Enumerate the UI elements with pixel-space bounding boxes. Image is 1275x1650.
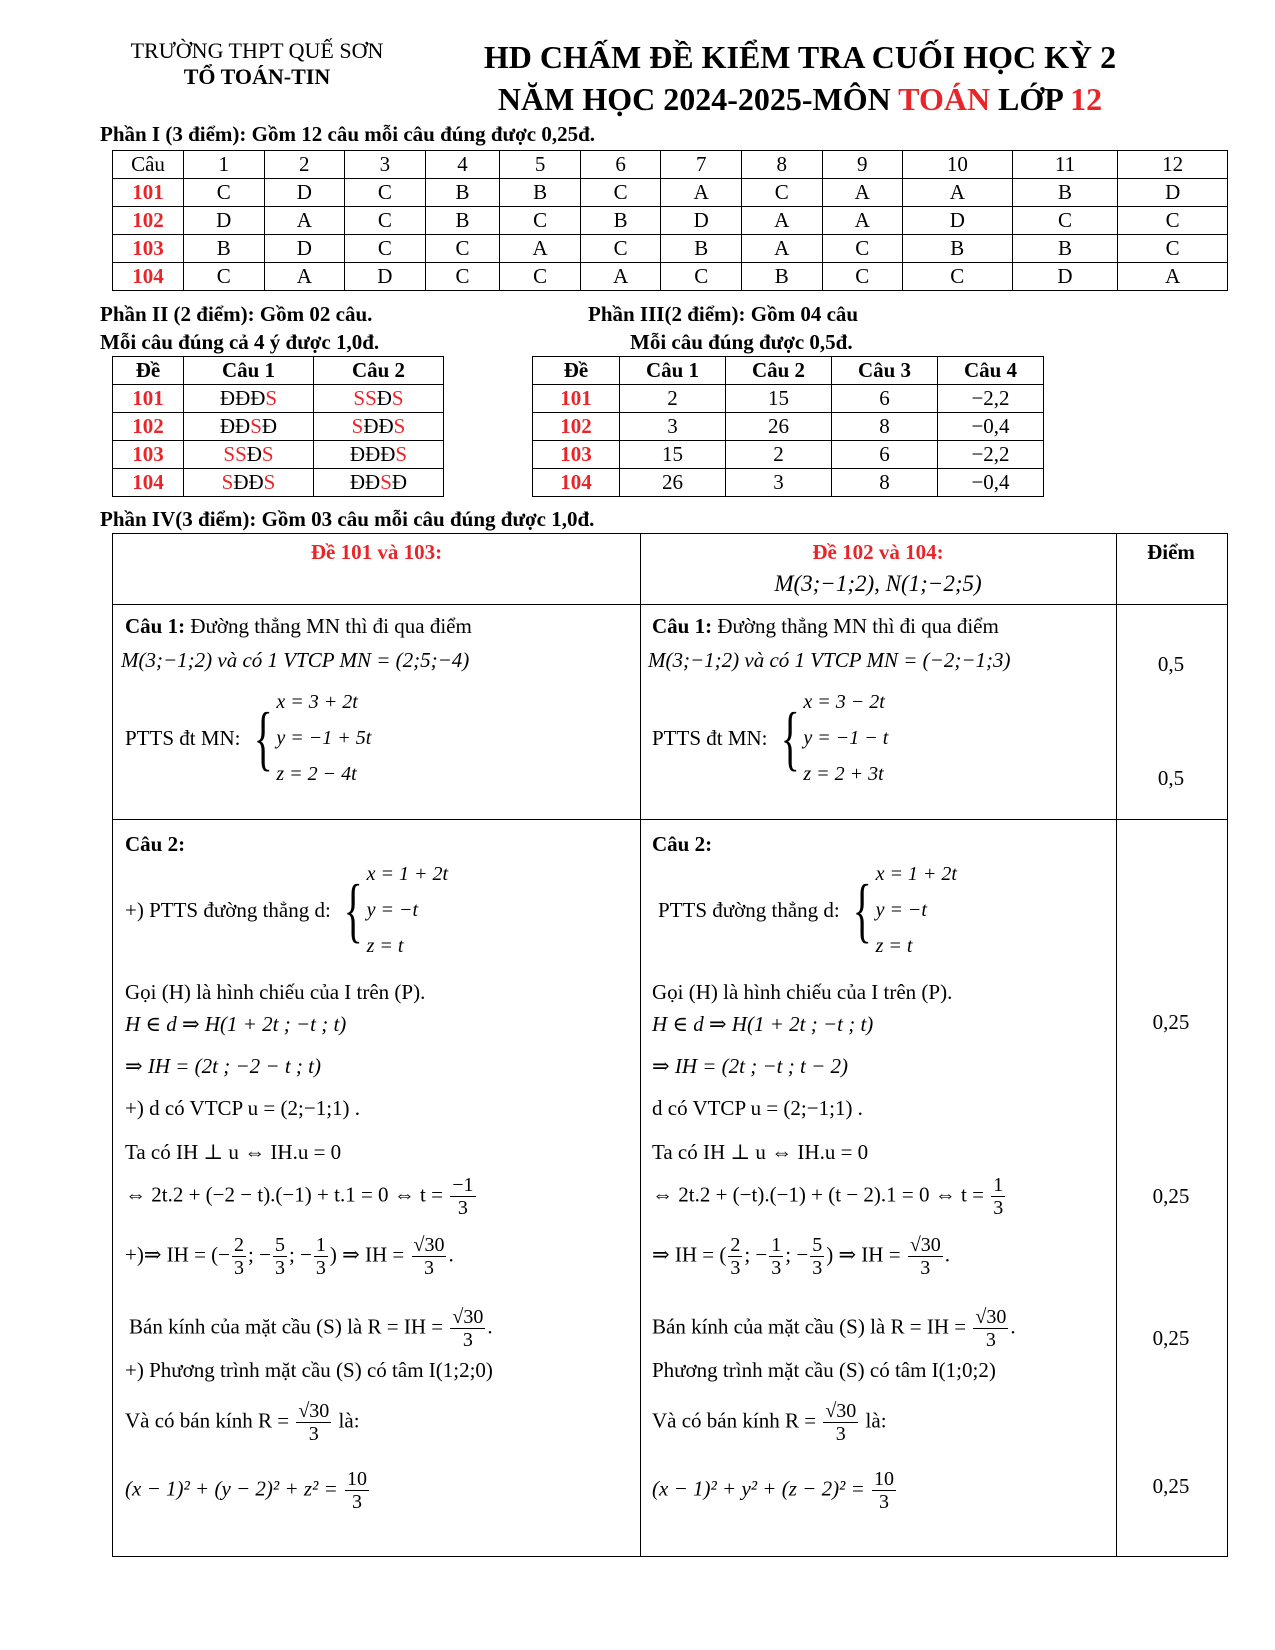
part2-heading: Phần II (2 điểm): Gồm 02 câu. <box>100 302 373 326</box>
right-q2-eq: ⇔ 2t.2 + (−t).(−1) + (t − 2).1 = 0 ⇔ t = $\frac{1}{3}$ <box>652 1174 1004 1219</box>
answer-cell: D <box>264 179 345 207</box>
part2-subheading: Mỗi câu đúng cả 4 ý được 1,0đ. <box>100 330 380 354</box>
answer-cell: A <box>264 263 345 291</box>
part3-value: −0,4 <box>938 413 1044 441</box>
title-subject: TOÁN <box>898 81 991 117</box>
right-q1-line2: M(3;−1;2) và có 1 VTCP MN = (−2;−1;3) <box>648 648 1011 672</box>
left-q2-h: H ∈ d ⇒ H(1 + 2t ; −t ; t) <box>125 1012 347 1036</box>
answer-cell: C <box>345 235 426 263</box>
left-q2-ihvec: +)⇒ IH = (− $\frac{2}{3}$ ; − $\frac{5}{3}$ ; − $\frac{1}{3}$ ) ⇒ IH = $\frac{√30}{3}$ . <box>125 1234 454 1279</box>
answer-cell: C <box>345 179 426 207</box>
left-q1-line2: M(3;−1;2) và có 1 VTCP MN = (2;5;−4) <box>121 648 470 672</box>
equation-line: z = t <box>366 935 404 957</box>
answer-cell: C <box>425 235 500 263</box>
right-q2-title: Câu 2: <box>652 832 713 856</box>
left-q2-eq: ⇔ 2t.2 + (−2 − t).(−1) + t.1 = 0 ⇔ t = $\frac{-1}{3}$ <box>125 1174 474 1219</box>
school-name: TRƯỜNG THPT QUẾ SƠN <box>130 38 384 63</box>
part3-header-cell: Đề <box>533 357 620 385</box>
part2-c1 <box>184 469 314 497</box>
tf-segment: ĐĐ <box>219 414 251 438</box>
exam-code: 101 <box>113 179 184 207</box>
part3-subheading: Mỗi câu đúng được 0,5đ. <box>630 330 853 354</box>
answer-cell: D <box>1118 179 1228 207</box>
score-q1-b: 0,5 <box>1157 766 1185 790</box>
answer-cell: D <box>661 207 742 235</box>
tf-segment: ĐĐ <box>363 414 394 438</box>
answer-cell: C <box>500 263 581 291</box>
part3-value: −2,2 <box>938 441 1044 469</box>
answer-cell: B <box>425 179 500 207</box>
equation-line: x = 1 + 2t <box>366 863 449 885</box>
tf-segment: ĐĐĐ <box>349 442 396 466</box>
title-line-2 <box>440 78 1160 120</box>
answer-cell: C <box>741 179 822 207</box>
score-q2-d: 0,25 <box>1152 1474 1190 1498</box>
part2-row <box>113 385 444 413</box>
part3-value: 6 <box>832 385 938 413</box>
part3-value: 2 <box>726 441 832 469</box>
part1-row <box>113 235 1228 263</box>
part3-row <box>533 385 1044 413</box>
part3-row <box>533 413 1044 441</box>
equation-line: z = 2 + 3t <box>803 763 884 785</box>
part3-value: −2,2 <box>938 385 1044 413</box>
part1-header-q: 8 <box>741 151 822 179</box>
right-q2-h: H ∈ d ⇒ H(1 + 2t ; −t ; t) <box>652 1012 874 1036</box>
part2-header-row <box>113 357 444 385</box>
part3-row <box>533 441 1044 469</box>
exam-code: 102 <box>113 207 184 235</box>
right-q2-ihvec: ⇒ IH = ( $\frac{2}{3}$ ; − $\frac{1}{3}$ ; − $\frac{5}{3}$ ) ⇒ IH = $\frac{√30}{3}$ . <box>652 1234 951 1279</box>
answer-cell: A <box>822 207 903 235</box>
right-column-points: M(3;−1;2), N(1;−2;5) <box>774 571 982 596</box>
left-column-header: Đề 101 và 103: <box>310 540 443 564</box>
score-q2-c: 0,25 <box>1152 1326 1190 1350</box>
part4-solution-table <box>112 533 1228 1557</box>
answer-cell: A <box>1118 263 1228 291</box>
right-q1-ptts: PTTS đt MN: { x = 3 − 2t y = −1 − t z = 2 + 3t <box>652 684 888 792</box>
part3-value: 8 <box>832 413 938 441</box>
answer-cell: D <box>345 263 426 291</box>
part1-row <box>113 207 1228 235</box>
title-grade-label: LỚP <box>998 81 1063 117</box>
exam-code: 102 <box>533 413 620 441</box>
answer-cell: D <box>1012 263 1118 291</box>
part1-answer-table <box>112 150 1228 291</box>
department-name: TỔ TOÁN-TIN <box>183 64 331 89</box>
tf-segment: S <box>351 414 364 438</box>
equation-line: z = 2 − 4t <box>276 763 357 785</box>
answer-cell: A <box>741 207 822 235</box>
title-line-1: HD CHẤM ĐỀ KIỂM TRA CUỐI HỌC KỲ 2 <box>483 39 1117 75</box>
part1-header-q: 10 <box>903 151 1013 179</box>
equation-line: z = t <box>875 935 913 957</box>
exam-code: 103 <box>113 441 184 469</box>
answer-cell: C <box>1118 207 1228 235</box>
answer-cell: B <box>1012 179 1118 207</box>
left-q2-proj: Gọi (H) là hình chiếu của I trên (P). <box>125 980 426 1004</box>
part2-c2 <box>314 469 444 497</box>
left-q2-radius: Bán kính của mặt cầu (S) là R = IH = $\frac{√30}{3}$ . <box>129 1306 493 1351</box>
right-q2-center: Phương trình mặt cầu (S) có tâm I(1;0;2) <box>652 1358 996 1382</box>
answer-cell: C <box>500 207 581 235</box>
right-q2-vtcp: d có VTCP u = (2;−1;1) . <box>652 1096 863 1120</box>
title-year: NĂM HỌC 2024-2025-MÔN <box>497 81 891 117</box>
part1-header-q: 5 <box>500 151 581 179</box>
score-q1-a: 0,5 <box>1157 652 1185 676</box>
part3-value: 2 <box>620 385 726 413</box>
part3-value: −0,4 <box>938 469 1044 497</box>
part1-header-row <box>113 151 1228 179</box>
part1-header-q: 7 <box>661 151 742 179</box>
tf-segment: SS <box>353 386 377 410</box>
tf-segment: Đ <box>391 470 408 494</box>
exam-code: 103 <box>533 441 620 469</box>
part1-header-q: 4 <box>425 151 500 179</box>
left-q1-ptts: PTTS đt MN: { x = 3 + 2t y = −1 + 5t z = 2 − 4t <box>125 684 371 792</box>
left-q2-ih: ⇒ IH = (2t ; −2 − t ; t) <box>125 1054 321 1078</box>
tf-segment: S <box>261 442 274 466</box>
part2-header-cell: Câu 1 <box>184 357 314 385</box>
part3-value: 15 <box>620 441 726 469</box>
answer-cell: A <box>741 235 822 263</box>
part3-value: 3 <box>620 413 726 441</box>
tf-segment: S <box>263 470 276 494</box>
exam-code: 101 <box>533 385 620 413</box>
answer-cell: A <box>580 263 661 291</box>
answer-cell: D <box>264 235 345 263</box>
part3-value: 3 <box>726 469 832 497</box>
left-q2-line-d: +) PTTS đường thẳng d: { x = 1 + 2t y = −t z = t <box>125 856 448 964</box>
exam-code: 103 <box>113 235 184 263</box>
answer-cell: C <box>1118 235 1228 263</box>
answer-cell: C <box>1012 207 1118 235</box>
exam-code: 101 <box>113 385 184 413</box>
right-q2-final: (x − 1)² + y² + (z − 2)² = $\frac{10}{3}$ <box>652 1468 895 1513</box>
left-q2-vtcp: +) d có VTCP u = (2;−1;1) . <box>125 1096 361 1120</box>
part4-heading: Phần IV(3 điểm): Gồm 03 câu mỗi câu đúng được 1,0đ. <box>100 507 595 531</box>
part3-header-cell: Câu 4 <box>938 357 1044 385</box>
right-column-header: Đề 102 và 104: <box>812 540 944 564</box>
tf-segment: S <box>395 442 408 466</box>
part1-heading: Phần I (3 điểm): Gồm 12 câu mỗi câu đúng được 0,25đ. <box>100 122 596 146</box>
answer-cell: A <box>264 207 345 235</box>
answer-cell: B <box>425 207 500 235</box>
part2-c1 <box>184 413 314 441</box>
part3-row <box>533 469 1044 497</box>
part3-value: 26 <box>726 413 832 441</box>
tf-segment: ĐĐ <box>233 470 264 494</box>
answer-cell: A <box>822 179 903 207</box>
part2-c2 <box>314 385 444 413</box>
answer-cell: C <box>345 207 426 235</box>
right-q2-ih: ⇒ IH = (2t ; −t ; t − 2) <box>652 1054 848 1078</box>
part2-c1 <box>184 385 314 413</box>
part3-value: 6 <box>832 441 938 469</box>
part2-row <box>113 469 444 497</box>
exam-code: 102 <box>113 413 184 441</box>
tf-segment: ĐĐ <box>349 470 381 494</box>
equation-line: y = −1 + 5t <box>276 727 372 749</box>
answer-cell: B <box>661 235 742 263</box>
answer-cell: B <box>741 263 822 291</box>
answer-cell: A <box>903 179 1013 207</box>
score-column-header: Điểm <box>1147 540 1195 564</box>
answer-cell: B <box>184 235 265 263</box>
answer-cell: C <box>425 263 500 291</box>
part3-header-cell: Câu 1 <box>620 357 726 385</box>
part1-row <box>113 179 1228 207</box>
tf-segment: S <box>393 414 406 438</box>
answer-cell: D <box>903 207 1013 235</box>
part1-header-cau: Câu <box>113 151 184 179</box>
school-header <box>112 38 402 90</box>
left-q2-perp: Ta có IH ⊥ u ⇔ IH.u = 0 <box>125 1140 342 1164</box>
part2-c1 <box>184 441 314 469</box>
part3-header-row <box>533 357 1044 385</box>
score-q2-b: 0,25 <box>1152 1184 1190 1208</box>
equation-line: y = −1 − t <box>803 727 889 749</box>
part1-header-q: 9 <box>822 151 903 179</box>
part2-answer-table <box>112 356 444 497</box>
answer-cell: D <box>184 207 265 235</box>
answer-cell: A <box>500 235 581 263</box>
part2-header-cell: Câu 2 <box>314 357 444 385</box>
answer-cell: C <box>184 263 265 291</box>
part1-header-q: 3 <box>345 151 426 179</box>
answer-cell: B <box>500 179 581 207</box>
part3-header-cell: Câu 2 <box>726 357 832 385</box>
part2-row <box>113 413 444 441</box>
answer-cell: B <box>1012 235 1118 263</box>
part3-answer-table <box>532 356 1044 497</box>
left-q2-radius2: Và có bán kính R = $\frac{√30}{3}$ là: <box>125 1400 360 1445</box>
answer-cell: C <box>184 179 265 207</box>
right-q2-proj: Gọi (H) là hình chiếu của I trên (P). <box>652 980 953 1004</box>
part1-header-q: 11 <box>1012 151 1118 179</box>
left-q2-final: (x − 1)² + (y − 2)² + z² = $\frac{10}{3}$ <box>125 1468 368 1513</box>
tf-segment: ĐĐĐ <box>219 386 266 410</box>
answer-cell: C <box>903 263 1013 291</box>
score-q2-a: 0,25 <box>1152 1010 1190 1034</box>
part1-header-q: 12 <box>1118 151 1228 179</box>
tf-segment: S <box>221 470 234 494</box>
answer-cell: C <box>580 235 661 263</box>
exam-code: 104 <box>533 469 620 497</box>
tf-segment: Đ <box>376 386 392 410</box>
part2-c2 <box>314 441 444 469</box>
answer-cell: B <box>580 207 661 235</box>
part3-value: 15 <box>726 385 832 413</box>
part2-c2 <box>314 413 444 441</box>
tf-segment: S <box>265 386 278 410</box>
part3-value: 8 <box>832 469 938 497</box>
part1-header-q: 1 <box>184 151 265 179</box>
part3-heading: Phần III(2 điểm): Gồm 04 câu <box>588 302 859 326</box>
title-grade: 12 <box>1070 81 1103 117</box>
answer-cell: C <box>580 179 661 207</box>
equation-line: y = −t <box>875 899 927 921</box>
part2-row <box>113 441 444 469</box>
equation-line: x = 3 + 2t <box>276 691 358 713</box>
tf-segment: S <box>391 386 404 410</box>
part1-header-q: 6 <box>580 151 661 179</box>
part3-value: 26 <box>620 469 726 497</box>
right-q2-radius2: Và có bán kính R = $\frac{√30}{3}$ là: <box>652 1400 887 1445</box>
left-q2-title: Câu 2: <box>125 832 186 856</box>
answer-cell: A <box>661 179 742 207</box>
tf-segment: Đ <box>246 442 262 466</box>
document-title <box>440 36 1160 120</box>
tf-segment: Đ <box>261 414 278 438</box>
equation-line: y = −t <box>366 899 419 921</box>
answer-cell: B <box>903 235 1013 263</box>
right-q2-radius: Bán kính của mặt cầu (S) là R = IH = $\frac{√30}{3}$ . <box>652 1306 1016 1351</box>
equation-line: x = 1 + 2t <box>875 863 957 885</box>
equation-line: x = 3 − 2t <box>803 691 885 713</box>
tf-segment: S <box>250 414 262 438</box>
tf-segment: S <box>380 470 392 494</box>
right-q2-perp: Ta có IH ⊥ u ⇔ IH.u = 0 <box>652 1140 869 1164</box>
left-q2-center: +) Phương trình mặt cầu (S) có tâm I(1;2;0) <box>125 1358 493 1382</box>
right-q2-line-d: PTTS đường thẳng d: { x = 1 + 2t y = −t z = t <box>658 856 957 964</box>
answer-cell: C <box>822 263 903 291</box>
exam-code: 104 <box>113 263 184 291</box>
part1-row <box>113 263 1228 291</box>
exam-code: 104 <box>113 469 184 497</box>
part1-header-q: 2 <box>264 151 345 179</box>
left-q1-line1: Câu 1: Đường thẳng MN thì đi qua điểm <box>125 614 472 638</box>
answer-cell: C <box>661 263 742 291</box>
part2-header-cell: Đề <box>113 357 184 385</box>
tf-segment: SS <box>223 442 247 466</box>
right-q1-line1: Câu 1: Đường thẳng MN thì đi qua điểm <box>652 614 999 638</box>
answer-cell: C <box>822 235 903 263</box>
part3-header-cell: Câu 3 <box>832 357 938 385</box>
